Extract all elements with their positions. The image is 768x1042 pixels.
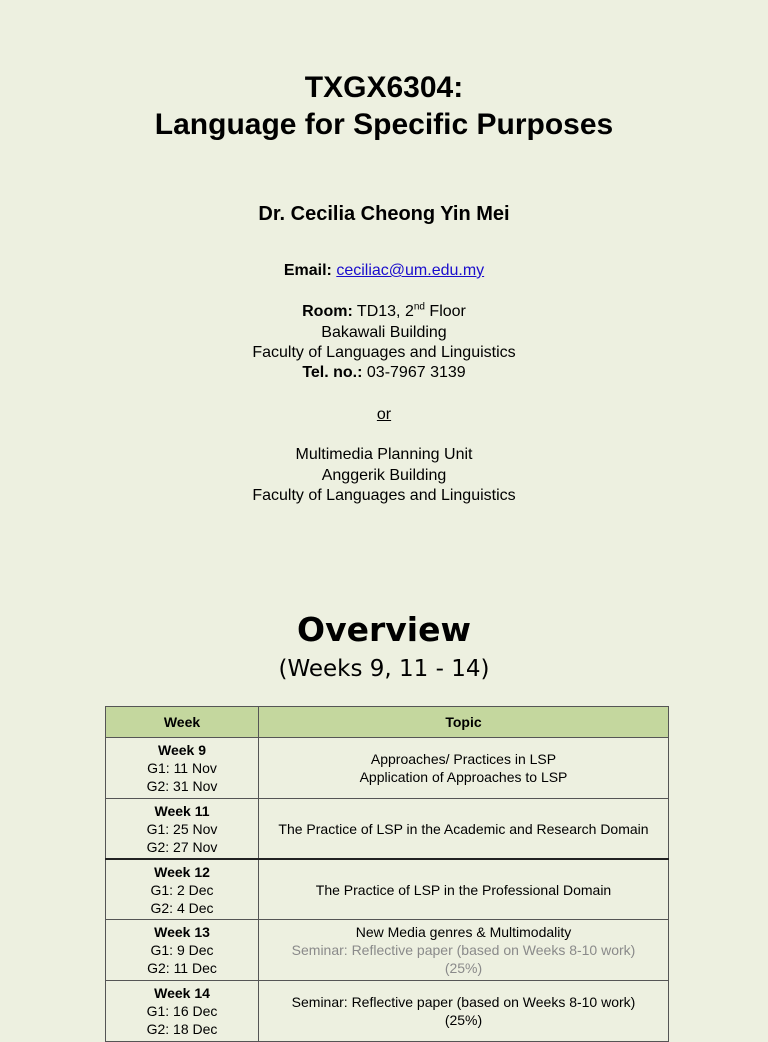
building-2: Anggerik Building [321, 467, 447, 484]
topic-cell: Seminar: Reflective paper (based on Weeks 8-10 work) (25%) [259, 981, 669, 1042]
topic-cell: The Practice of LSP in the Professional Domain [259, 859, 669, 920]
table-header-row [106, 707, 669, 738]
week-cell: Week 13 G1: 9 Dec G2: 11 Dec [106, 920, 259, 981]
table-row [106, 738, 669, 799]
overview-subtitle: (Weeks 9, 11 - 14) [278, 656, 490, 682]
week-cell: Week 11 G1: 25 Nov G2: 27 Nov [106, 799, 259, 860]
table-row [106, 799, 669, 860]
table-row [106, 920, 669, 981]
faculty-1: Faculty of Languages and Linguistics [252, 344, 516, 361]
tel-label: Tel. no.: [302, 364, 363, 381]
week-cell: Week 12 G1: 2 Dec G2: 4 Dec [106, 859, 259, 920]
room-label: Room: [302, 303, 353, 320]
tel-value: 03-7967 3139 [366, 364, 466, 381]
overview-title: Overview [297, 610, 471, 649]
or-text: or [376, 406, 392, 423]
header-topic: Topic [259, 707, 669, 738]
course-title: Language for Specific Purposes [154, 108, 614, 141]
week-cell: Week 9 G1: 11 Nov G2: 31 Nov [106, 738, 259, 799]
email-link[interactable]: ceciliac@um.edu.my [336, 262, 485, 279]
room-line [0, 302, 768, 322]
week-cell: Week 14 G1: 16 Dec G2: 18 Dec [106, 981, 259, 1042]
header-week: Week [106, 707, 259, 738]
email-line [0, 261, 768, 281]
topic-cell: New Media genres & Multimodality Seminar: Reflective paper (based on Weeks 8-10 work) (25%) [259, 920, 669, 981]
topic-cell: The Practice of LSP in the Academic and Research Domain [259, 799, 669, 860]
building-1: Bakawali Building [321, 324, 447, 341]
unit-2: Multimedia Planning Unit [295, 446, 473, 463]
room-value: TD13, 2nd Floor [356, 301, 466, 320]
schedule-table [105, 706, 669, 1042]
table-row [106, 981, 669, 1042]
table-row [106, 859, 669, 920]
email-label: Email: [283, 262, 332, 279]
faculty-2: Faculty of Languages and Linguistics [252, 487, 516, 504]
tel-line [0, 363, 768, 383]
topic-cell: Approaches/ Practices in LSP Application of Approaches to LSP [259, 738, 669, 799]
course-code: TXGX6304: [304, 71, 464, 104]
instructor-name: Dr. Cecilia Cheong Yin Mei [258, 203, 510, 225]
